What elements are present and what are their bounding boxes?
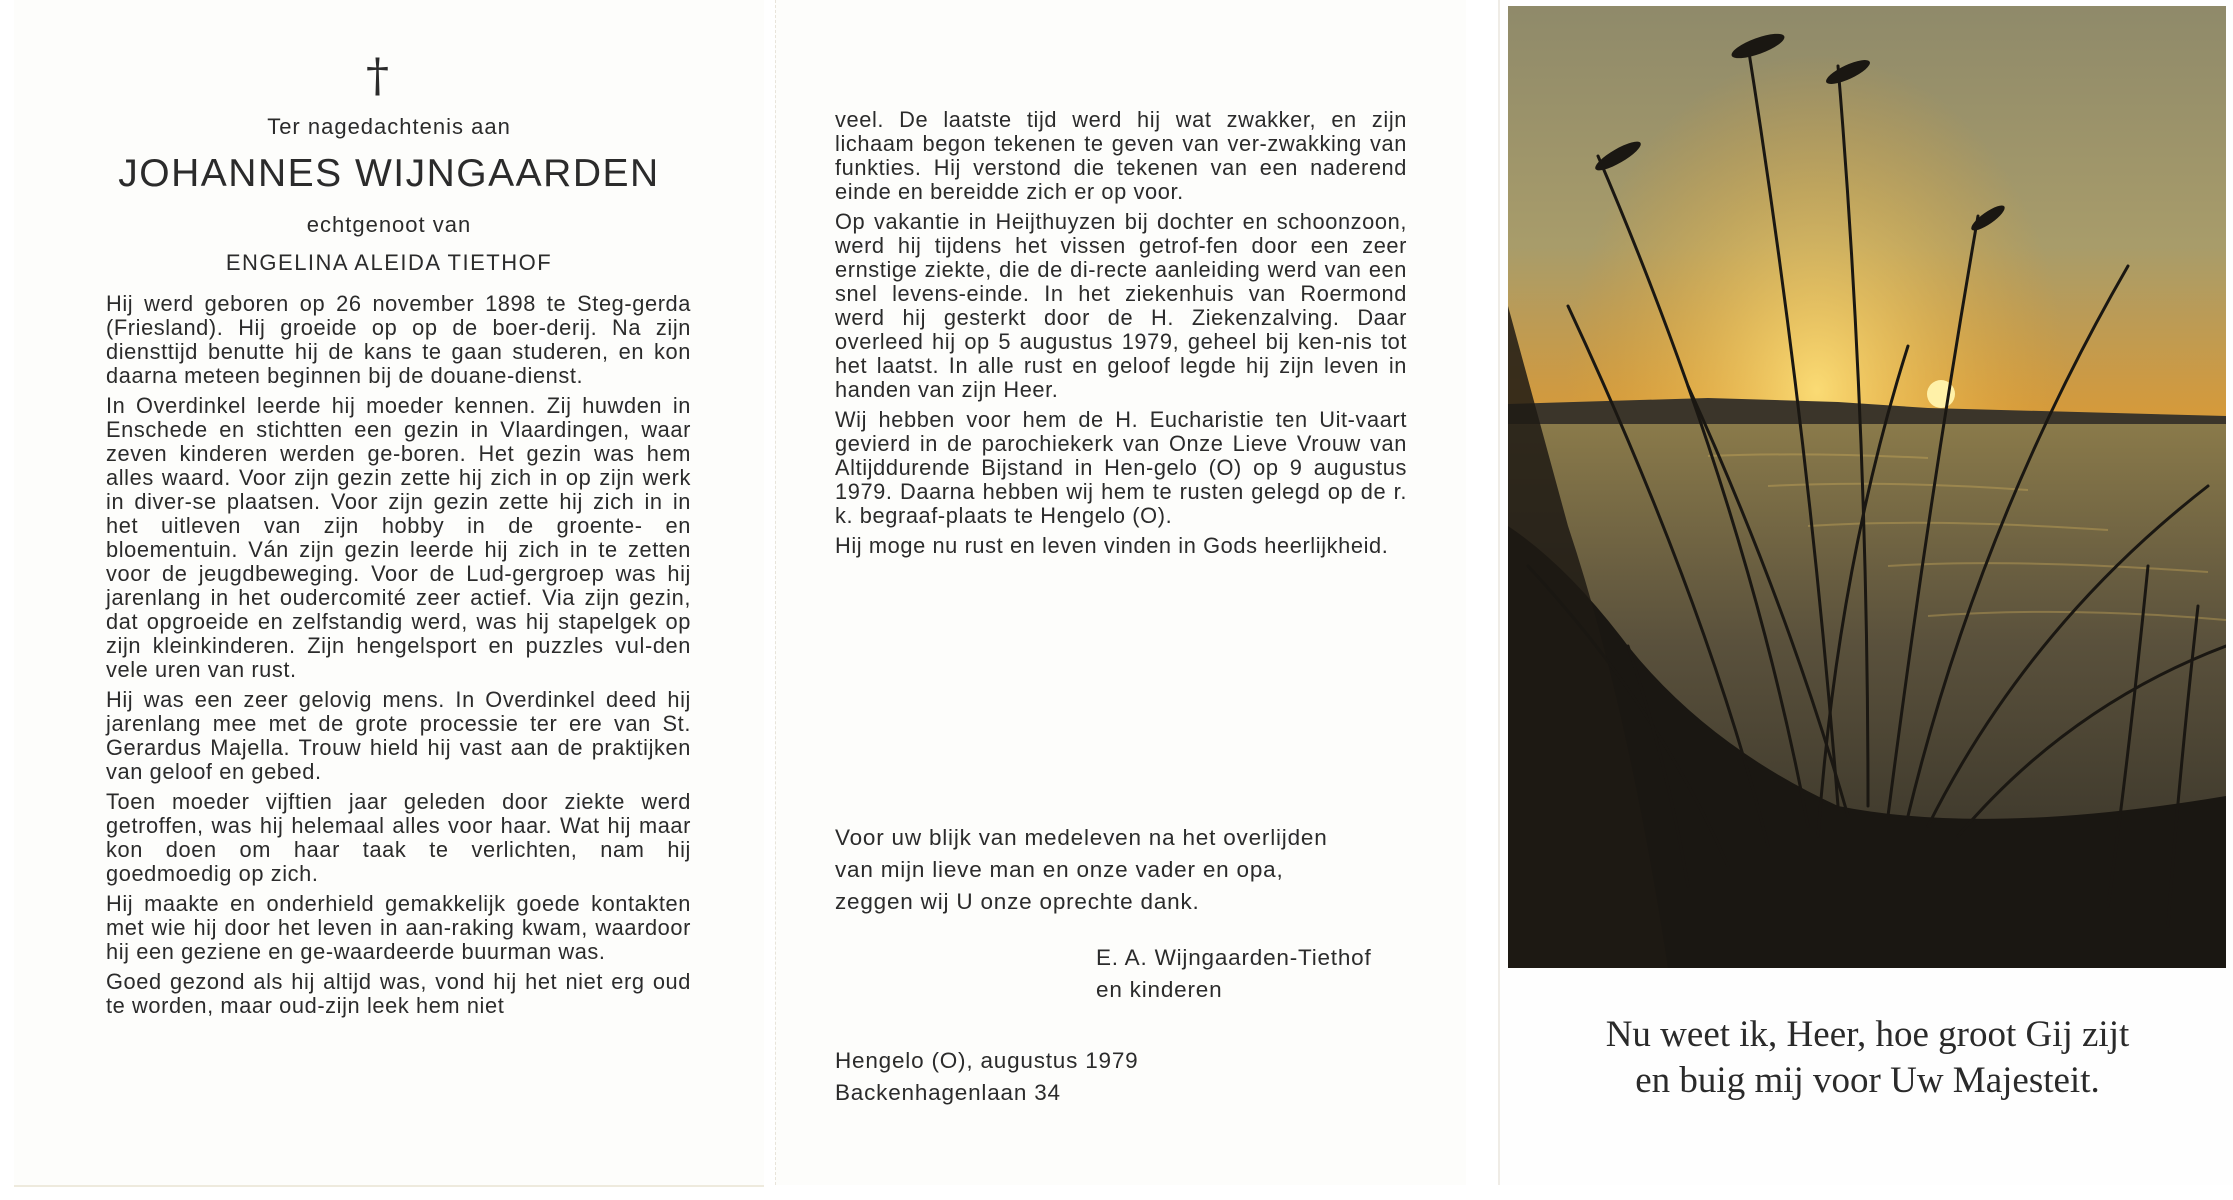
bio-paragraph: Hij werd geboren op 26 november 1898 te Steg-gerda (Friesland). Hij groeide op op de boer-derij. Na zijn diensttijd benutte hij de kans te gaan studeren, en kon daarna meteen beginnen bij de douane-dienst. xyxy=(106,291,691,388)
signature-line: en kinderen xyxy=(1096,977,1223,1002)
thanks-line: Voor uw blijk van medeleven na het overlijden xyxy=(835,825,1328,850)
card-middle-panel xyxy=(775,0,1466,1185)
quote-line: Nu weet ik, Heer, hoe groot Gij zijt xyxy=(1605,1014,2130,1055)
quote xyxy=(1500,1012,2233,1104)
place-date: Hengelo (O), augustus 1979 xyxy=(835,1048,1139,1073)
spouse-label: echtgenoot van xyxy=(306,212,472,237)
cross-icon: † xyxy=(366,48,389,102)
thanks-line: zeggen wij U onze oprechte dank. xyxy=(835,889,1200,914)
bio-paragraph: Hij maakte en onderhield gemakkelijk goede kontakten met wie hij door het leven in aan-raking kwam, waardoor hij een geziene en ge-waardeerde buurman was. xyxy=(106,891,691,964)
intro-text: Ter nagedachtenis aan xyxy=(267,114,511,139)
place-and-address xyxy=(835,1045,1138,1109)
bio-paragraph: Hij moge nu rust en leven vinden in Gods heerlijkheid. xyxy=(835,533,1389,558)
sunset-reeds-photo xyxy=(1508,6,2226,968)
signature-line: E. A. Wijngaarden-Tiethof xyxy=(1096,945,1372,970)
bio-paragraph: Goed gezond als hij altijd was, vond hij het niet erg oud te worden, maar oud-zijn leek hem niet xyxy=(106,969,691,1018)
spouse-name: ENGELINA ALEIDA TIETHOF xyxy=(225,250,553,275)
quote-line: en buig mij voor Uw Majesteit. xyxy=(1635,1060,2100,1101)
bio-paragraph: Hij was een zeer gelovig mens. In Overdinkel deed hij jarenlang mee met de grote processie ter ere van St. Gerardus Majella. Trouw hield hij vast aan de praktijken van geloof en gebed. xyxy=(106,687,691,784)
bio-paragraph: Wij hebben voor hem de H. Eucharistie ten Uit-vaart gevierd in de parochiekerk van Onze Lieve Vrouw van Altijddurende Bijstand in Hen-gelo (O) op 9 augustus 1979. Daarna hebben wij hem te rusten gelegd op de r. k. begraaf-plaats te Hengelo (O). xyxy=(835,407,1407,528)
deceased-name: JOHANNES WIJNGAARDEN xyxy=(118,152,660,195)
address: Backenhagenlaan 34 xyxy=(835,1080,1061,1105)
card-right-panel xyxy=(1498,0,2233,1185)
sunset-reeds-image xyxy=(1508,6,2226,968)
biography-right xyxy=(835,108,1407,564)
bio-paragraph: Op vakantie in Heijthuyzen bij dochter en schoonzoon, werd hij tijdens het vissen getrof-fen door een zeer ernstige ziekte, die de di-recte aanleiding werd van een snel levens-einde. In het ziekenhuis van Roermond werd hij gesterkt door de H. Ziekenzalving. Daar overleed hij op 5 augustus 1979, geheel bij ken-nis tot het laatst. In alle rust en geloof legde hij zijn leven in handen van zijn Heer. xyxy=(835,209,1407,402)
thanks-line: van mijn lieve man en onze vader en opa, xyxy=(835,857,1284,882)
thanks-text xyxy=(835,822,1395,918)
bio-paragraph: Toen moeder vijftien jaar geleden door ziekte werd getroffen, was hij helemaal alles voor haar. Wat hij maar kon doen om haar taak te verlichten, nam hij goedmoedig op zich. xyxy=(106,789,691,886)
biography-left xyxy=(106,292,691,1024)
signature xyxy=(1096,942,1372,1006)
card-left-panel xyxy=(14,0,764,1187)
bio-paragraph: In Overdinkel leerde hij moeder kennen. Zij huwden in Enschede en stichtten een gezin in Vlaardingen, waar zeven kinderen werden ge-boren. Het gezin was hem alles waard. Voor zijn gezin zette hij zich in op zijn werk in diver-se plaatsen. Voor zijn gezin zette hij zich in in het uitleven van zijn hobby in de groente- en bloementuin. Ván zijn gezin leerde hij zich in te zetten voor de jeugdbeweging. Voor de Lud-gergroep was hij jarenlang in het oudercomité zeer actief. Via zijn gezin, dat opgroeide en zelfstandig werd, was hij stapelgek op zijn kleinkinderen. Zijn hengelsport en puzzles vul-den vele uren van rust. xyxy=(106,393,691,682)
bio-paragraph: veel. De laatste tijd werd hij wat zwakker, en zijn lichaam begon tekenen te geven van ver-zwakking van funkties. Hij verstond die tekenen van een naderend einde en bereidde zich er op voor. xyxy=(835,107,1407,204)
